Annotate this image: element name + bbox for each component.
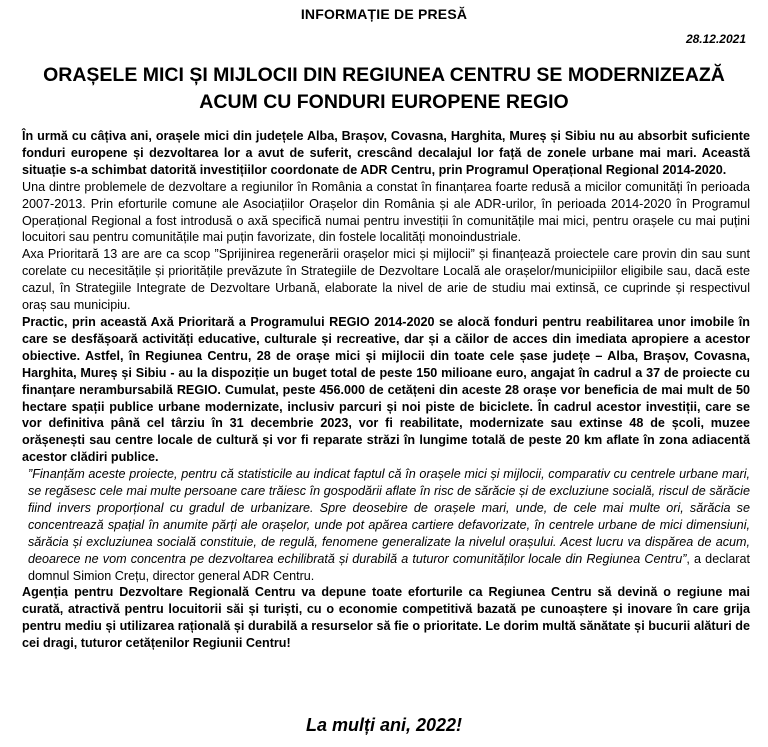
practical-paragraph: Practic, prin această Axă Prioritară a Programului REGIO 2014-2020 se alocă fonduri pentru reabilitarea unor imobile în care se desfășoară activități educative, culturale și recreative, dar și a căilor de acces din imediata apropiere a acestor obiective. Astfel, în Regiunea Centru, 28 de orașe mici și mijlocii din toate cele șase județe – Alba, Brașov, Covasna, Harghita, Mureș și Sibiu - au la dispoziție un buget total de peste 150 milioane euro, angajat în cadrul a 37 de proiecte cu finanțare nerambursabilă REGIO. Cumulat, peste 456.000 de cetățeni din aceste 28 orașe vor beneficia de mai mult de 50 hectare spații publice urbane modernizate, inclusiv parcuri și noi piste de biciclete. În cadrul acestor investiții, care se vor definitiva până cel târziu în 31 decembrie 2023, vor fi reabilitate, modernizate sau extinse 48 de școli, muzee orășenești sau centre locale de cultură și vor fi reparate străzi în lungime totală de peste 20 km aflate în zona adiacentă acestor clădiri publice. [22, 314, 750, 465]
document-date: 28.12.2021 [685, 32, 746, 46]
document-type-label: INFORMAȚIE DE PRESĂ [300, 6, 468, 22]
document-title [20, 62, 748, 116]
new-year-greeting: La mulți ani, 2022! [305, 715, 463, 735]
title-line-2: ACUM CU FONDURI EUROPENE REGIO [199, 91, 569, 113]
quote-attribution: , a declarat domnul Simion Crețu, director general ADR Centru. [28, 551, 750, 583]
closing-statement-paragraph: Agenția pentru Dezvoltare Regională Centru va depune toate eforturile ca Regiunea Centru să devină o regiune mai curată, atractivă pentru locuitorii săi și turiști, cu o economie competitivă bazată pe cunoaștere și inovare în care grija pentru mediu și utilizarea rațională și durabilă a resurselor să fie o prioritate. Le dorim multă sănătate și bucurii alături de cei dragi, tuturor cetățenilor Regiunii Centru! [22, 585, 750, 651]
article-body [22, 128, 750, 652]
axis-paragraph: Axa Prioritară 13 are are ca scop ”Sprijinirea regenerării orașelor mici și mijlocii” și finanțează proiectele care provin din sau sunt corelate cu necesitățile și prioritățile prevăzute în Strategiile de Dezvoltare Locală ale orașelor/municipiilor eligibile sau, dacă este cazul, în Strategiile Integrate de Dezvoltare Urbană, elaborate la nivel de arie de studiu mai extinsă, ce cuprinde și respectivul oraș sau municipiu. [22, 247, 750, 313]
title-line-1: ORAȘELE MICI ȘI MIJLOCII DIN REGIUNEA CENTRU SE MODERNIZEAZĂ [43, 64, 725, 86]
director-quote: ”Finanțăm aceste proiecte, pentru că statisticile au indicat faptul că în orașele mici și mijlocii, comparativ cu centrele urbane mari, se regăsesc cele mai multe persoane care trăiesc în gospodării aflate în risc de sărăcie și de excluziune socială, riscul de sărăcie fiind invers proporțional cu gradul de urbanizare. Spre deosebire de orașele mari, unde, de cele mai multe ori, sărăcia se concentrează spațial în anumite părți ale orașelor, unde pot apărea cartiere defavorizate, în centrele urbane de mici dimensiuni, sărăcia și excluziunea socială constituie, de regulă, fenomene generalizate la nivelul orașului. Acest lucru va dispărea de acum, deoarece ne vom concentra pe dezvoltarea echilibrată și durabilă a tuturor comunităților locale din Regiunea Centru” [28, 467, 750, 566]
context-paragraph: Una dintre problemele de dezvoltare a regiunilor în România a constat în finanțarea foarte redusă a micilor comunități în perioada 2007-2013. Prin eforturile comune ale Asociațiilor Orașelor din România și ale ADR-urilor, în perioada 2014-2020 în Programul Operațional Regional a fost introdusă o axă specifică numai pentru investiții în comunitățile mai mici, pentru orașele cu mai puțini locuitori sau pentru comunitățile mai puțin favorizate, din fostele localități monoindustriale. [22, 179, 750, 245]
quote-paragraph [22, 466, 750, 584]
intro-paragraph: În urmă cu câțiva ani, orașele mici din județele Alba, Brașov, Covasna, Harghita, Mureș și Sibiu nu au absorbit suficiente fonduri europene și dezvoltarea lor a avut de suferit, crescând decalajul lor față de zonele urbane mai mari. Această situație s-a schimbat datorită investițiilor coordonate de ADR Centru, prin Programul Operațional Regional 2014-2020. [22, 129, 750, 177]
